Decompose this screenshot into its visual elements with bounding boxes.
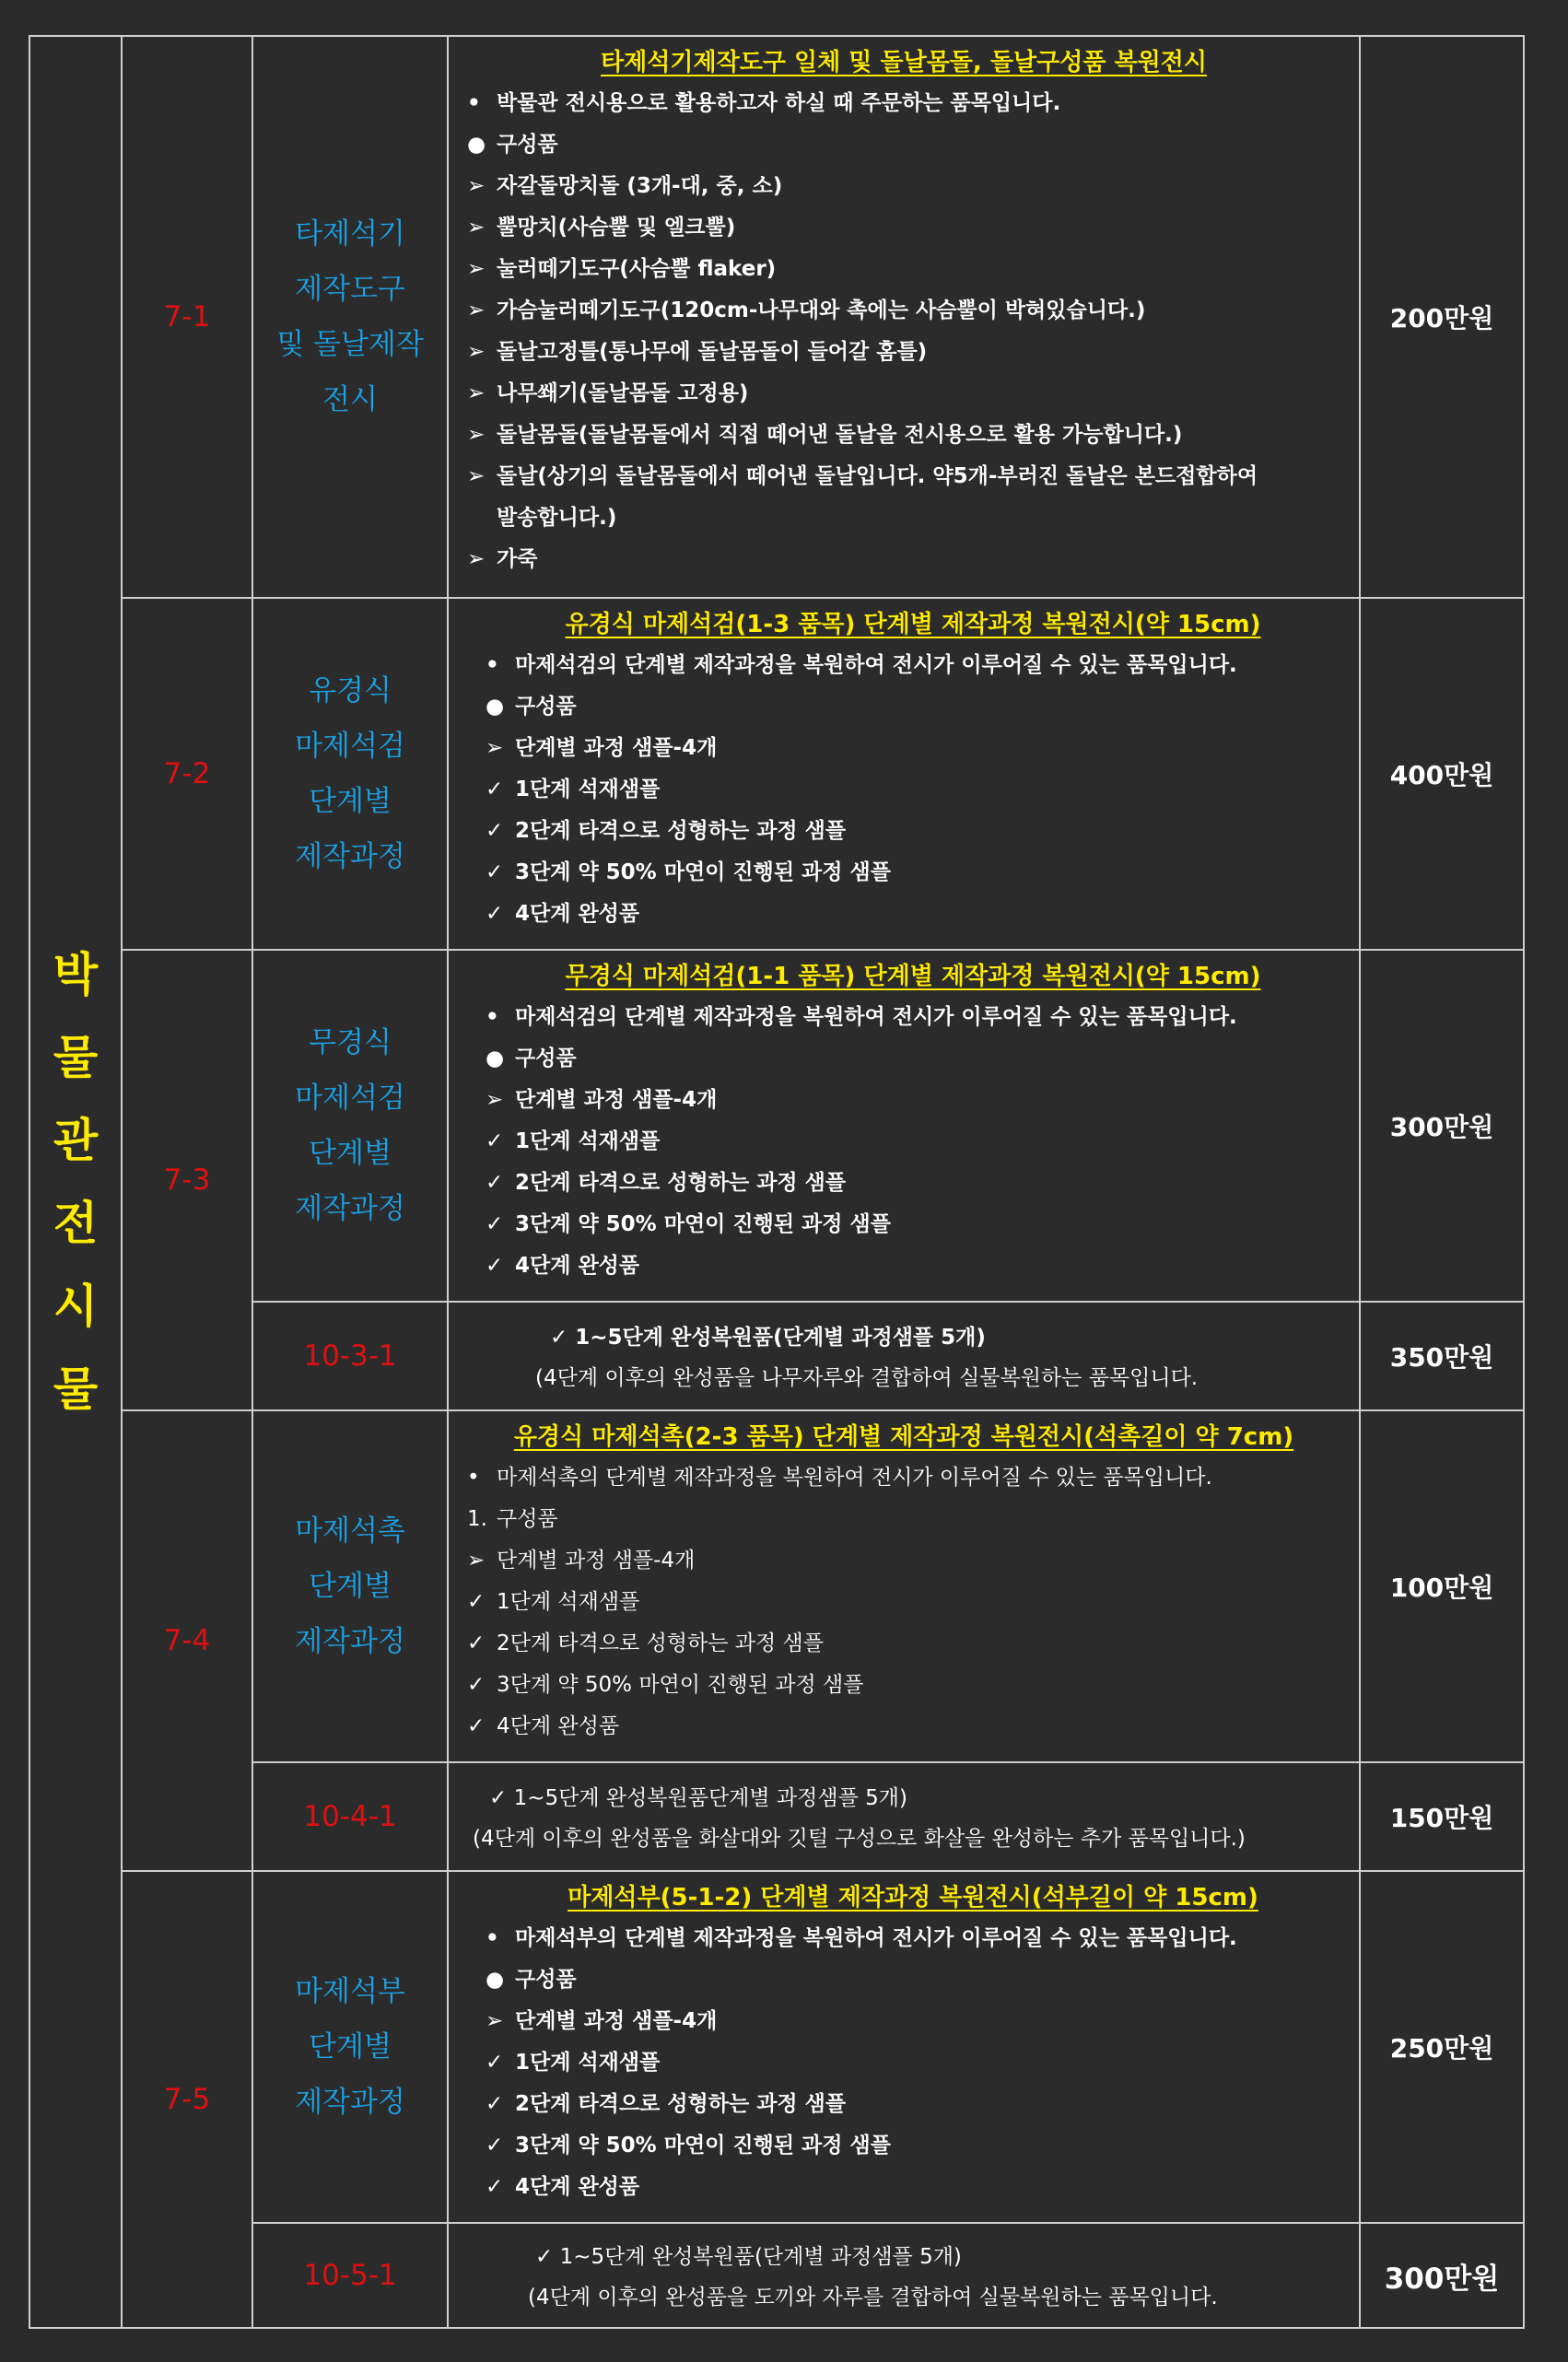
- side-title-char: 시: [53, 1280, 99, 1333]
- item-name-line: 단계별: [309, 1570, 392, 1603]
- sub-item-description: [449, 1303, 1361, 1411]
- item-name: [253, 1872, 449, 2224]
- item-description: [449, 1872, 1361, 2224]
- item-name-line: 제작도구: [295, 273, 405, 306]
- desc-line: ✓ 1~5단계 완성복원품단계별 과정샘플 5개): [489, 1786, 907, 1810]
- item-title: 유경식 마제석촉(2-3 품목) 단계별 제작과정 복원전시(석촉길이 약 7cm): [513, 1423, 1294, 1451]
- check-icon: ✓: [486, 1171, 504, 1195]
- desc-line: ✓ 1단계 석재샘플: [486, 2042, 1359, 2084]
- item-name-line: 제작과정: [295, 1625, 405, 1658]
- item-code: 7-1: [123, 37, 253, 599]
- item-description: [449, 599, 1361, 951]
- desc-line: ✓ 2단계 타격으로 성형하는 과정 샘플: [486, 1163, 1359, 1204]
- arrow-icon: ➢: [467, 423, 486, 447]
- item-name: [253, 951, 449, 1303]
- sub-item-code: 10-5-1: [253, 2224, 449, 2327]
- item-name-line: 타제석기: [295, 217, 405, 251]
- item-name-line: 무경식: [309, 1026, 392, 1059]
- sub-item-description: [449, 2224, 1361, 2327]
- price-table: [29, 35, 1525, 2329]
- item-name-line: 유경식: [309, 674, 392, 707]
- desc-line: ➢ 단계별 과정 샘플-4개: [486, 2001, 1359, 2042]
- side-title-char: 전: [53, 1197, 99, 1250]
- desc-line: • 마제석부의 단계별 제작과정을 복원하여 전시가 이루어질 수 있는 품목입니다.: [486, 1918, 1359, 1959]
- desc-line: ✓ 2단계 타격으로 성형하는 과정 샘플: [486, 2084, 1359, 2125]
- bullet-icon: ●: [486, 1047, 505, 1070]
- check-icon: ✓: [467, 1673, 486, 1697]
- bullet-icon: ●: [486, 1968, 505, 1992]
- desc-line: ➢ 단계별 과정 샘플-4개: [467, 1540, 1359, 1582]
- desc-line: ✓ 4단계 완성품: [486, 1245, 1359, 1287]
- arrow-icon: ➢: [486, 1088, 504, 1112]
- check-icon: ✓: [486, 2134, 504, 2157]
- desc-line: ✓ 1단계 석재샘플: [486, 769, 1359, 811]
- item-description: [449, 951, 1361, 1303]
- check-icon: ✓: [486, 778, 504, 801]
- sub-item-description: [449, 1763, 1361, 1872]
- bullet-icon: •: [467, 1466, 480, 1490]
- sub-item-price: 350만원: [1361, 1303, 1523, 1411]
- sub-item-price: 300만원: [1384, 2262, 1500, 2296]
- item-name-line: 마제석검: [295, 730, 405, 763]
- desc-line: ➢ 자갈돌망치돌 (3개-대, 중, 소): [467, 166, 1359, 207]
- check-icon: ✓: [486, 860, 504, 884]
- arrow-icon: ➢: [467, 174, 486, 198]
- item-name-line: 단계별: [309, 2030, 392, 2064]
- bullet-icon: •: [486, 653, 499, 677]
- desc-line: ➢ 눌러떼기도구(사슴뿔 flaker): [467, 249, 1359, 290]
- desc-line: ➢ 뿔망치(사슴뿔 및 엘크뿔): [467, 207, 1359, 249]
- item-price: 300만원: [1361, 951, 1523, 1303]
- desc-line: ✓ 4단계 완성품: [467, 1706, 1359, 1748]
- arrow-icon: ➢: [467, 216, 486, 240]
- item-name-line: 제작과정: [295, 840, 405, 873]
- desc-line: ✓ 3단계 약 50% 마연이 진행된 과정 샘플: [486, 1204, 1359, 1245]
- check-icon: ✓: [467, 1714, 486, 1738]
- arrow-icon: ➢: [467, 464, 486, 488]
- arrow-icon: ➢: [467, 340, 486, 364]
- sub-item-price: 150만원: [1361, 1763, 1523, 1872]
- arrow-icon: ➢: [467, 257, 486, 281]
- arrow-icon: ➢: [467, 1549, 486, 1573]
- item-name: [253, 37, 449, 599]
- desc-line: ➢ 돌날고정틀(통나무에 돌날몸돌이 들어갈 홈틀): [467, 332, 1359, 373]
- item-code: 7-3: [123, 951, 253, 1411]
- item-name-line: 마제석검: [295, 1082, 405, 1115]
- arrow-icon: ➢: [467, 298, 486, 322]
- desc-line: ✓ 2단계 타격으로 성형하는 과정 샘플: [467, 1623, 1359, 1665]
- desc-line: ✓ 1~5단계 완성복원품(단계별 과정샘플 5개): [535, 2245, 962, 2269]
- desc-line: ● 구성품: [486, 1038, 1359, 1080]
- item-name-line: 제작과정: [295, 2086, 405, 2119]
- desc-line: 1. 구성품: [467, 1499, 1359, 1540]
- desc-line: ● 구성품: [486, 686, 1359, 728]
- side-title: [30, 37, 123, 2327]
- arrow-icon: ➢: [486, 736, 504, 760]
- sub-item-code: 10-3-1: [253, 1303, 449, 1411]
- check-icon: ✓: [486, 1254, 504, 1278]
- desc-line: ✓ 4단계 완성품: [486, 894, 1359, 935]
- desc-line: ➢ 돌날(상기의 돌날몸돌에서 떼어낸 돌날입니다. 약5개-부러진 돌날은 본드접합하여: [467, 456, 1359, 497]
- bullet-icon: •: [486, 1926, 499, 1950]
- desc-line: ✓ 3단계 약 50% 마연이 진행된 과정 샘플: [467, 1665, 1359, 1706]
- check-icon: ✓: [486, 2092, 504, 2116]
- desc-line: ● 구성품: [467, 124, 1359, 166]
- check-icon: ✓: [486, 2051, 504, 2075]
- desc-line: 발송합니다.): [497, 506, 617, 530]
- bullet-icon: •: [467, 91, 481, 115]
- item-code: 7-2: [123, 599, 253, 951]
- desc-line: (4단계 이후의 완성품을 화살대와 깃털 구성으로 화살을 완성하는 추가 품목입니다.): [473, 1827, 1246, 1851]
- check-icon: ✓: [486, 1129, 504, 1153]
- item-title: 타제석기제작도구 일체 및 돌날몸돌, 돌날구성품 복원전시: [601, 49, 1207, 76]
- item-price: 250만원: [1361, 1872, 1523, 2224]
- side-title-char: 박: [53, 948, 99, 1001]
- check-icon: ✓: [486, 819, 504, 843]
- desc-line: • 마제석검의 단계별 제작과정을 복원하여 전시가 이루어질 수 있는 품목입니다.: [486, 645, 1359, 686]
- desc-line: • 마제석촉의 단계별 제작과정을 복원하여 전시가 이루어질 수 있는 품목입니다.: [467, 1457, 1359, 1499]
- item-price: 200만원: [1361, 37, 1523, 599]
- desc-line: ✓ 4단계 완성품: [486, 2167, 1359, 2208]
- item-price: 400만원: [1361, 599, 1523, 951]
- desc-line: ➢ 단계별 과정 샘플-4개: [486, 1080, 1359, 1121]
- number-marker: 1.: [467, 1507, 487, 1531]
- side-title-char: 관: [53, 1114, 99, 1167]
- item-code: 7-4: [123, 1411, 253, 1872]
- desc-line: ✓ 1~5단계 완성복원품(단계별 과정샘플 5개): [550, 1326, 986, 1350]
- desc-line: ➢ 가슴눌러떼기도구(120cm-나무대와 촉에는 사슴뿔이 박혀있습니다.): [467, 290, 1359, 332]
- check-icon: ✓: [467, 1590, 486, 1614]
- arrow-icon: ➢: [467, 381, 486, 405]
- desc-line: ➢ 나무쐐기(돌날몸돌 고정용): [467, 373, 1359, 415]
- item-title: 무경식 마제석검(1-1 품목) 단계별 제작과정 복원전시(약 15cm): [565, 963, 1261, 990]
- item-name-line: 마제석촉: [295, 1514, 405, 1548]
- sub-item-code: 10-4-1: [253, 1763, 449, 1872]
- item-code: 7-5: [123, 1872, 253, 2327]
- side-title-char: 물: [53, 1362, 99, 1416]
- desc-line: ✓ 2단계 타격으로 성형하는 과정 샘플: [486, 811, 1359, 852]
- desc-line: ✓ 3단계 약 50% 마연이 진행된 과정 샘플: [486, 852, 1359, 894]
- desc-line: (4단계 이후의 완성품을 도끼와 자루를 결합하여 실물복원하는 품목입니다.: [528, 2286, 1218, 2309]
- desc-line: ✓ 1단계 석재샘플: [467, 1582, 1359, 1623]
- side-title-char: 물: [53, 1031, 99, 1084]
- item-title: 유경식 마제석검(1-3 품목) 단계별 제작과정 복원전시(약 15cm): [565, 611, 1261, 638]
- bullet-icon: ●: [486, 695, 505, 719]
- check-icon: ✓: [467, 1631, 486, 1655]
- bullet-icon: •: [486, 1005, 499, 1029]
- bullet-icon: ●: [467, 133, 486, 157]
- check-icon: ✓: [486, 1212, 504, 1236]
- desc-line: ✓ 1단계 석재샘플: [486, 1121, 1359, 1163]
- item-name-line: 단계별: [309, 1137, 392, 1170]
- item-name-line: 마제석부: [295, 1975, 405, 2008]
- desc-line: ● 구성품: [486, 1959, 1359, 2001]
- item-name-line: 제작과정: [295, 1192, 405, 1225]
- arrow-icon: ➢: [467, 547, 486, 571]
- item-name: [253, 1411, 449, 1763]
- desc-line: ✓ 3단계 약 50% 마연이 진행된 과정 샘플: [486, 2125, 1359, 2167]
- desc-line: ➢ 가죽: [467, 539, 1359, 580]
- arrow-icon: ➢: [486, 2009, 504, 2033]
- item-name-line: 단계별: [309, 785, 392, 818]
- desc-line: • 마제석검의 단계별 제작과정을 복원하여 전시가 이루어질 수 있는 품목입니다.: [486, 997, 1359, 1038]
- check-icon: ✓: [486, 2175, 504, 2199]
- item-name-line: 및 돌날제작: [276, 328, 424, 361]
- item-description: [449, 1411, 1361, 1763]
- desc-line: ➢ 단계별 과정 샘플-4개: [486, 728, 1359, 769]
- desc-line: ➢ 돌날몸돌(돌날몸돌에서 직접 떼어낸 돌날을 전시용으로 활용 가능합니다.): [467, 415, 1359, 456]
- item-name: [253, 599, 449, 951]
- item-title: 마제석부(5-1-2) 단계별 제작과정 복원전시(석부길이 약 15cm): [568, 1884, 1258, 1912]
- desc-line: • 박물관 전시용으로 활용하고자 하실 때 주문하는 품목입니다.: [467, 83, 1359, 124]
- item-price: 100만원: [1361, 1411, 1523, 1763]
- item-name-line: 전시: [322, 383, 378, 416]
- desc-line: (4단계 이후의 완성품을 나무자루와 결합하여 실물복원하는 품목입니다.: [535, 1366, 1199, 1390]
- item-description: [449, 37, 1361, 599]
- check-icon: ✓: [486, 902, 504, 926]
